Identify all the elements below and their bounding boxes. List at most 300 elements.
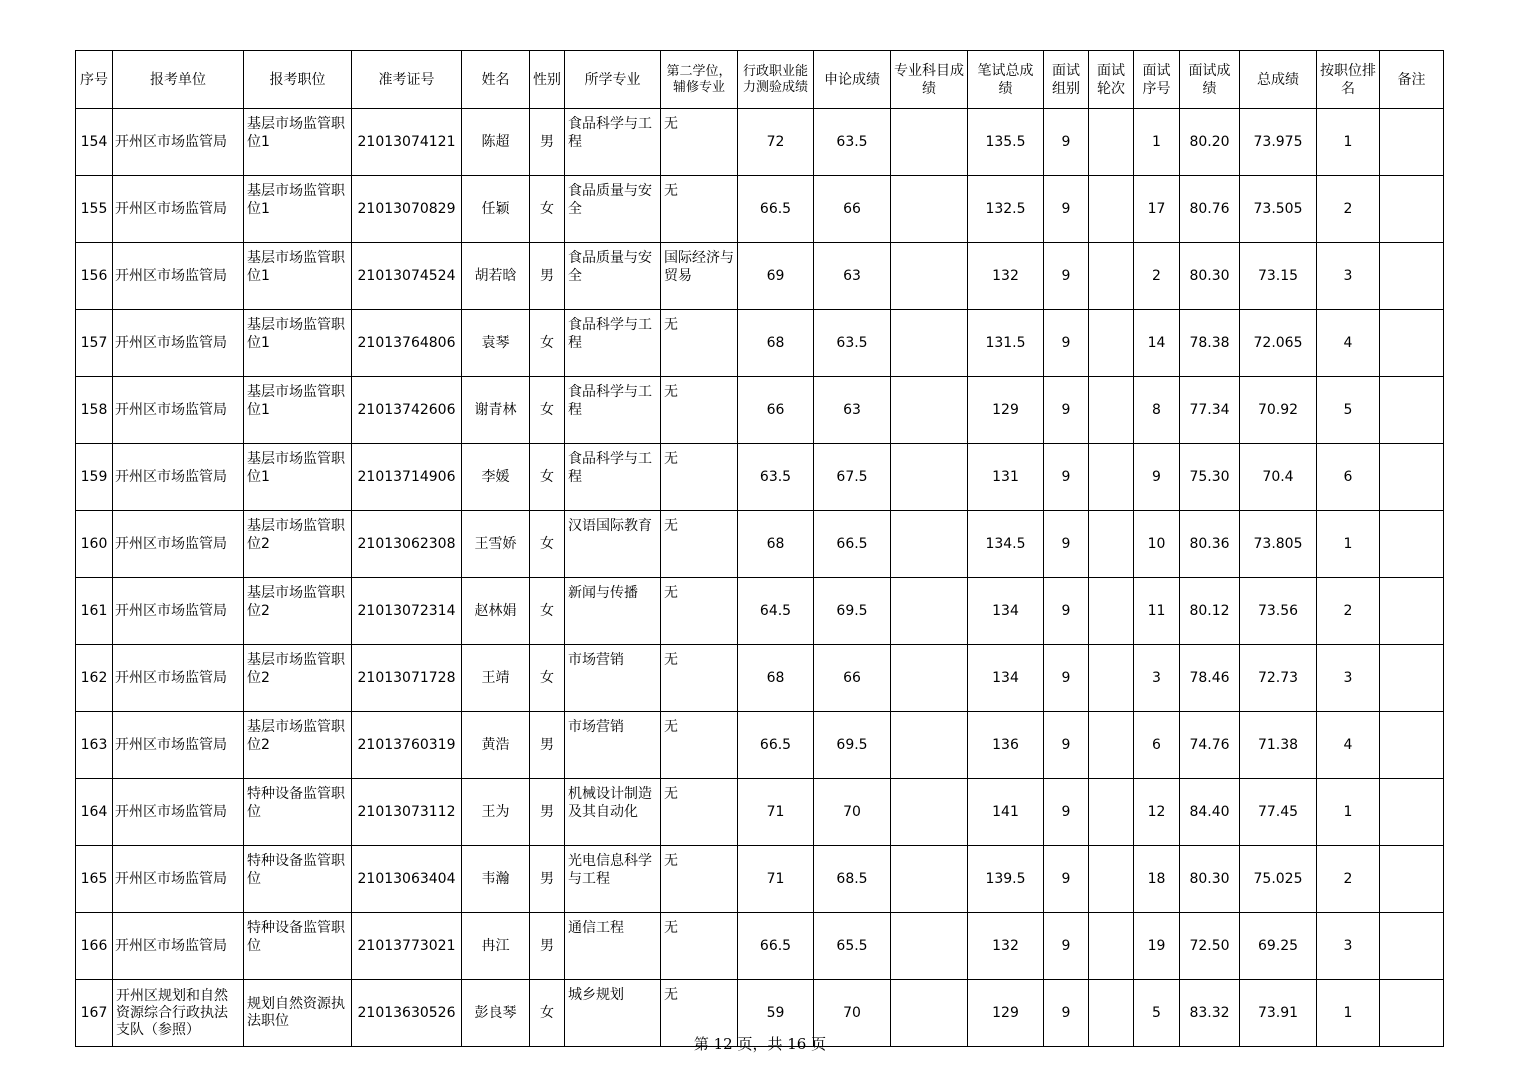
cell-col-second-degree: 无 xyxy=(661,377,738,444)
header-col-interview-order: 面试序号 xyxy=(1134,51,1180,109)
cell-col-total-score: 69.25 xyxy=(1240,913,1317,980)
cell-col-major: 城乡规划 xyxy=(565,980,661,1047)
cell-col-rank: 4 xyxy=(1317,310,1380,377)
cell-col-name: 黄浩 xyxy=(462,712,530,779)
cell-col-aptitude-score: 68 xyxy=(738,645,814,712)
cell-col-index: 162 xyxy=(76,645,113,712)
cell-col-total-score: 73.975 xyxy=(1240,109,1317,176)
cell-col-unit: 开州区市场监管局 xyxy=(113,109,244,176)
page-footer: 第 12 页，共 16 页 xyxy=(693,1035,827,1053)
cell-col-rank: 5 xyxy=(1317,377,1380,444)
cell-col-second-degree: 无 xyxy=(661,980,738,1047)
cell-col-subject-score xyxy=(891,310,968,377)
cell-col-aptitude-score: 66 xyxy=(738,377,814,444)
cell-col-subject-score xyxy=(891,511,968,578)
cell-col-gender: 男 xyxy=(530,779,565,846)
cell-col-index: 167 xyxy=(76,980,113,1047)
cell-col-gender: 女 xyxy=(530,578,565,645)
cell-col-major: 机械设计制造及其自动化 xyxy=(565,779,661,846)
cell-col-interview-order: 6 xyxy=(1134,712,1180,779)
header-col-remarks: 备注 xyxy=(1380,51,1444,109)
cell-col-unit: 开州区市场监管局 xyxy=(113,511,244,578)
cell-col-major: 新闻与传播 xyxy=(565,578,661,645)
cell-col-remarks xyxy=(1380,176,1444,243)
cell-col-remarks xyxy=(1380,511,1444,578)
cell-col-total-score: 73.91 xyxy=(1240,980,1317,1047)
header-col-essay-score: 申论成绩 xyxy=(814,51,891,109)
cell-col-index: 154 xyxy=(76,109,113,176)
cell-col-interview-score: 84.40 xyxy=(1180,779,1240,846)
header-col-interview-round: 面试轮次 xyxy=(1089,51,1134,109)
table-row xyxy=(76,913,1444,980)
cell-col-unit: 开州区市场监管局 xyxy=(113,913,244,980)
cell-col-major: 食品科学与工程 xyxy=(565,377,661,444)
cell-col-name: 彭良琴 xyxy=(462,980,530,1047)
cell-col-gender: 女 xyxy=(530,980,565,1047)
cell-col-gender: 女 xyxy=(530,377,565,444)
cell-col-second-degree: 无 xyxy=(661,109,738,176)
cell-col-interview-round xyxy=(1089,779,1134,846)
header-col-name: 姓名 xyxy=(462,51,530,109)
header-col-written-total: 笔试总成绩 xyxy=(968,51,1044,109)
cell-col-position: 基层市场监管职位1 xyxy=(244,176,352,243)
cell-col-written-total: 132 xyxy=(968,913,1044,980)
cell-col-rank: 1 xyxy=(1317,980,1380,1047)
cell-col-interview-order: 3 xyxy=(1134,645,1180,712)
cell-col-name: 李媛 xyxy=(462,444,530,511)
cell-col-gender: 男 xyxy=(530,712,565,779)
table-row xyxy=(76,243,1444,310)
cell-col-rank: 2 xyxy=(1317,578,1380,645)
table-row xyxy=(76,578,1444,645)
cell-col-remarks xyxy=(1380,310,1444,377)
cell-col-position: 特种设备监管职位 xyxy=(244,913,352,980)
cell-col-position: 规划自然资源执法职位 xyxy=(244,980,352,1047)
cell-col-index: 165 xyxy=(76,846,113,913)
cell-col-written-total: 134.5 xyxy=(968,511,1044,578)
cell-col-name: 谢青林 xyxy=(462,377,530,444)
cell-col-name: 冉江 xyxy=(462,913,530,980)
cell-col-exam-id: 21013773021 xyxy=(352,913,462,980)
cell-col-gender: 女 xyxy=(530,310,565,377)
cell-col-interview-group: 9 xyxy=(1044,109,1089,176)
header-col-position: 报考职位 xyxy=(244,51,352,109)
cell-col-exam-id: 21013714906 xyxy=(352,444,462,511)
cell-col-major: 市场营销 xyxy=(565,712,661,779)
cell-col-aptitude-score: 63.5 xyxy=(738,444,814,511)
cell-col-major: 汉语国际教育 xyxy=(565,511,661,578)
table-row xyxy=(76,779,1444,846)
cell-col-essay-score: 69.5 xyxy=(814,712,891,779)
cell-col-interview-group: 9 xyxy=(1044,980,1089,1047)
cell-col-essay-score: 63 xyxy=(814,377,891,444)
cell-col-interview-score: 80.36 xyxy=(1180,511,1240,578)
cell-col-position: 基层市场监管职位1 xyxy=(244,109,352,176)
cell-col-remarks xyxy=(1380,109,1444,176)
cell-col-interview-score: 83.32 xyxy=(1180,980,1240,1047)
cell-col-unit: 开州区市场监管局 xyxy=(113,779,244,846)
cell-col-interview-group: 9 xyxy=(1044,846,1089,913)
cell-col-index: 164 xyxy=(76,779,113,846)
cell-col-exam-id: 21013063404 xyxy=(352,846,462,913)
cell-col-interview-order: 14 xyxy=(1134,310,1180,377)
header-col-rank: 按职位排名 xyxy=(1317,51,1380,109)
cell-col-subject-score xyxy=(891,377,968,444)
cell-col-rank: 3 xyxy=(1317,645,1380,712)
cell-col-interview-group: 9 xyxy=(1044,913,1089,980)
cell-col-subject-score xyxy=(891,444,968,511)
cell-col-rank: 1 xyxy=(1317,109,1380,176)
cell-col-remarks xyxy=(1380,444,1444,511)
cell-col-essay-score: 63.5 xyxy=(814,310,891,377)
cell-col-essay-score: 69.5 xyxy=(814,578,891,645)
cell-col-unit: 开州区市场监管局 xyxy=(113,377,244,444)
cell-col-interview-round xyxy=(1089,176,1134,243)
cell-col-name: 袁琴 xyxy=(462,310,530,377)
cell-col-total-score: 75.025 xyxy=(1240,846,1317,913)
cell-col-interview-round xyxy=(1089,712,1134,779)
cell-col-aptitude-score: 66.5 xyxy=(738,913,814,980)
table-row xyxy=(76,645,1444,712)
cell-col-interview-round xyxy=(1089,444,1134,511)
cell-col-aptitude-score: 59 xyxy=(738,980,814,1047)
header-col-subject-score: 专业科目成绩 xyxy=(891,51,968,109)
cell-col-aptitude-score: 68 xyxy=(738,310,814,377)
cell-col-subject-score xyxy=(891,176,968,243)
cell-col-essay-score: 65.5 xyxy=(814,913,891,980)
cell-col-interview-order: 8 xyxy=(1134,377,1180,444)
cell-col-interview-order: 12 xyxy=(1134,779,1180,846)
header-col-second-degree: 第二学位，辅修专业 xyxy=(661,51,738,109)
cell-col-written-total: 136 xyxy=(968,712,1044,779)
cell-col-interview-score: 77.34 xyxy=(1180,377,1240,444)
header-col-index: 序号 xyxy=(76,51,113,109)
cell-col-name: 胡若晗 xyxy=(462,243,530,310)
cell-col-subject-score xyxy=(891,846,968,913)
cell-col-major: 食品质量与安全 xyxy=(565,243,661,310)
cell-col-interview-order: 9 xyxy=(1134,444,1180,511)
cell-col-interview-score: 80.12 xyxy=(1180,578,1240,645)
cell-col-essay-score: 63.5 xyxy=(814,109,891,176)
cell-col-name: 赵林娟 xyxy=(462,578,530,645)
cell-col-subject-score xyxy=(891,578,968,645)
cell-col-major: 食品科学与工程 xyxy=(565,444,661,511)
cell-col-interview-group: 9 xyxy=(1044,779,1089,846)
cell-col-index: 156 xyxy=(76,243,113,310)
cell-col-interview-round xyxy=(1089,511,1134,578)
cell-col-total-score: 73.15 xyxy=(1240,243,1317,310)
cell-col-rank: 3 xyxy=(1317,913,1380,980)
cell-col-subject-score xyxy=(891,645,968,712)
cell-col-interview-group: 9 xyxy=(1044,176,1089,243)
cell-col-index: 157 xyxy=(76,310,113,377)
cell-col-exam-id: 21013074121 xyxy=(352,109,462,176)
cell-col-essay-score: 66 xyxy=(814,645,891,712)
cell-col-remarks xyxy=(1380,913,1444,980)
cell-col-subject-score xyxy=(891,243,968,310)
cell-col-essay-score: 66.5 xyxy=(814,511,891,578)
cell-col-unit: 开州区市场监管局 xyxy=(113,444,244,511)
cell-col-exam-id: 21013760319 xyxy=(352,712,462,779)
cell-col-interview-round xyxy=(1089,846,1134,913)
cell-col-total-score: 71.38 xyxy=(1240,712,1317,779)
cell-col-position: 基层市场监管职位2 xyxy=(244,645,352,712)
table-row xyxy=(76,109,1444,176)
cell-col-essay-score: 68.5 xyxy=(814,846,891,913)
cell-col-interview-group: 9 xyxy=(1044,511,1089,578)
cell-col-index: 155 xyxy=(76,176,113,243)
cell-col-exam-id: 21013072314 xyxy=(352,578,462,645)
table-row xyxy=(76,377,1444,444)
cell-col-second-degree: 无 xyxy=(661,444,738,511)
cell-col-second-degree: 无 xyxy=(661,511,738,578)
cell-col-unit: 开州区市场监管局 xyxy=(113,712,244,779)
cell-col-position: 基层市场监管职位2 xyxy=(244,511,352,578)
cell-col-total-score: 72.065 xyxy=(1240,310,1317,377)
cell-col-written-total: 132.5 xyxy=(968,176,1044,243)
cell-col-essay-score: 66 xyxy=(814,176,891,243)
cell-col-aptitude-score: 72 xyxy=(738,109,814,176)
cell-col-remarks xyxy=(1380,846,1444,913)
cell-col-gender: 男 xyxy=(530,846,565,913)
cell-col-interview-score: 74.76 xyxy=(1180,712,1240,779)
cell-col-second-degree: 无 xyxy=(661,310,738,377)
cell-col-interview-order: 5 xyxy=(1134,980,1180,1047)
header-col-gender: 性别 xyxy=(530,51,565,109)
cell-col-rank: 1 xyxy=(1317,779,1380,846)
cell-col-subject-score xyxy=(891,913,968,980)
cell-col-position: 基层市场监管职位1 xyxy=(244,444,352,511)
cell-col-major: 通信工程 xyxy=(565,913,661,980)
table-body xyxy=(76,109,1444,1047)
cell-col-second-degree: 无 xyxy=(661,779,738,846)
cell-col-gender: 女 xyxy=(530,511,565,578)
table-row xyxy=(76,712,1444,779)
cell-col-written-total: 134 xyxy=(968,578,1044,645)
cell-col-interview-score: 80.20 xyxy=(1180,109,1240,176)
cell-col-interview-order: 19 xyxy=(1134,913,1180,980)
cell-col-aptitude-score: 68 xyxy=(738,511,814,578)
cell-col-second-degree: 无 xyxy=(661,712,738,779)
cell-col-name: 陈超 xyxy=(462,109,530,176)
cell-col-second-degree: 无 xyxy=(661,176,738,243)
table-row xyxy=(76,310,1444,377)
cell-col-second-degree: 国际经济与贸易 xyxy=(661,243,738,310)
cell-col-total-score: 70.92 xyxy=(1240,377,1317,444)
cell-col-interview-order: 1 xyxy=(1134,109,1180,176)
cell-col-interview-order: 10 xyxy=(1134,511,1180,578)
header-row xyxy=(76,51,1444,109)
cell-col-total-score: 73.805 xyxy=(1240,511,1317,578)
cell-col-gender: 女 xyxy=(530,645,565,712)
cell-col-interview-round xyxy=(1089,109,1134,176)
cell-col-rank: 6 xyxy=(1317,444,1380,511)
table-header xyxy=(76,51,1444,109)
cell-col-major: 食品科学与工程 xyxy=(565,109,661,176)
cell-col-exam-id: 21013073112 xyxy=(352,779,462,846)
cell-col-exam-id: 21013764806 xyxy=(352,310,462,377)
cell-col-name: 王为 xyxy=(462,779,530,846)
cell-col-gender: 男 xyxy=(530,109,565,176)
cell-col-rank: 2 xyxy=(1317,846,1380,913)
header-col-major: 所学专业 xyxy=(565,51,661,109)
cell-col-interview-round xyxy=(1089,243,1134,310)
score-table xyxy=(75,50,1444,1047)
cell-col-remarks xyxy=(1380,578,1444,645)
cell-col-unit: 开州区市场监管局 xyxy=(113,176,244,243)
table-row xyxy=(76,846,1444,913)
cell-col-aptitude-score: 66.5 xyxy=(738,176,814,243)
cell-col-name: 任颖 xyxy=(462,176,530,243)
cell-col-interview-group: 9 xyxy=(1044,712,1089,779)
cell-col-interview-group: 9 xyxy=(1044,645,1089,712)
cell-col-index: 161 xyxy=(76,578,113,645)
cell-col-aptitude-score: 71 xyxy=(738,846,814,913)
cell-col-gender: 男 xyxy=(530,913,565,980)
cell-col-gender: 女 xyxy=(530,444,565,511)
cell-col-position: 基层市场监管职位1 xyxy=(244,310,352,377)
cell-col-interview-order: 11 xyxy=(1134,578,1180,645)
cell-col-major: 光电信息科学与工程 xyxy=(565,846,661,913)
cell-col-second-degree: 无 xyxy=(661,578,738,645)
cell-col-written-total: 139.5 xyxy=(968,846,1044,913)
cell-col-written-total: 131.5 xyxy=(968,310,1044,377)
cell-col-essay-score: 67.5 xyxy=(814,444,891,511)
cell-col-written-total: 132 xyxy=(968,243,1044,310)
cell-col-subject-score xyxy=(891,109,968,176)
cell-col-subject-score xyxy=(891,779,968,846)
cell-col-major: 食品质量与安全 xyxy=(565,176,661,243)
cell-col-written-total: 129 xyxy=(968,980,1044,1047)
header-col-unit: 报考单位 xyxy=(113,51,244,109)
cell-col-index: 158 xyxy=(76,377,113,444)
cell-col-aptitude-score: 69 xyxy=(738,243,814,310)
cell-col-name: 韦瀚 xyxy=(462,846,530,913)
cell-col-position: 特种设备监管职位 xyxy=(244,779,352,846)
cell-col-interview-group: 9 xyxy=(1044,444,1089,511)
cell-col-essay-score: 63 xyxy=(814,243,891,310)
cell-col-exam-id: 21013071728 xyxy=(352,645,462,712)
cell-col-written-total: 131 xyxy=(968,444,1044,511)
cell-col-interview-score: 78.46 xyxy=(1180,645,1240,712)
cell-col-remarks xyxy=(1380,243,1444,310)
cell-col-interview-round xyxy=(1089,310,1134,377)
cell-col-written-total: 129 xyxy=(968,377,1044,444)
cell-col-essay-score: 70 xyxy=(814,779,891,846)
cell-col-index: 163 xyxy=(76,712,113,779)
cell-col-interview-group: 9 xyxy=(1044,377,1089,444)
cell-col-major: 市场营销 xyxy=(565,645,661,712)
cell-col-total-score: 73.505 xyxy=(1240,176,1317,243)
cell-col-rank: 2 xyxy=(1317,176,1380,243)
cell-col-position: 基层市场监管职位1 xyxy=(244,243,352,310)
cell-col-rank: 3 xyxy=(1317,243,1380,310)
cell-col-remarks xyxy=(1380,377,1444,444)
cell-col-remarks xyxy=(1380,712,1444,779)
cell-col-gender: 男 xyxy=(530,243,565,310)
cell-col-interview-order: 2 xyxy=(1134,243,1180,310)
cell-col-unit: 开州区市场监管局 xyxy=(113,846,244,913)
cell-col-interview-score: 80.30 xyxy=(1180,846,1240,913)
cell-col-interview-round xyxy=(1089,913,1134,980)
header-col-interview-score: 面试成绩 xyxy=(1180,51,1240,109)
cell-col-written-total: 141 xyxy=(968,779,1044,846)
cell-col-second-degree: 无 xyxy=(661,645,738,712)
cell-col-subject-score xyxy=(891,712,968,779)
cell-col-name: 王雪娇 xyxy=(462,511,530,578)
table-row xyxy=(76,444,1444,511)
cell-col-unit: 开州区市场监管局 xyxy=(113,243,244,310)
cell-col-unit: 开州区市场监管局 xyxy=(113,310,244,377)
cell-col-written-total: 134 xyxy=(968,645,1044,712)
cell-col-interview-round xyxy=(1089,645,1134,712)
cell-col-total-score: 72.73 xyxy=(1240,645,1317,712)
cell-col-aptitude-score: 66.5 xyxy=(738,712,814,779)
cell-col-total-score: 73.56 xyxy=(1240,578,1317,645)
cell-col-index: 160 xyxy=(76,511,113,578)
header-col-interview-group: 面试组别 xyxy=(1044,51,1089,109)
cell-col-total-score: 77.45 xyxy=(1240,779,1317,846)
header-col-exam-id: 准考证号 xyxy=(352,51,462,109)
cell-col-exam-id: 21013070829 xyxy=(352,176,462,243)
cell-col-index: 159 xyxy=(76,444,113,511)
cell-col-interview-group: 9 xyxy=(1044,578,1089,645)
cell-col-position: 特种设备监管职位 xyxy=(244,846,352,913)
cell-col-aptitude-score: 64.5 xyxy=(738,578,814,645)
cell-col-interview-score: 80.76 xyxy=(1180,176,1240,243)
cell-col-aptitude-score: 71 xyxy=(738,779,814,846)
cell-col-interview-group: 9 xyxy=(1044,310,1089,377)
cell-col-interview-score: 75.30 xyxy=(1180,444,1240,511)
cell-col-gender: 女 xyxy=(530,176,565,243)
cell-col-essay-score: 70 xyxy=(814,980,891,1047)
cell-col-name: 王靖 xyxy=(462,645,530,712)
cell-col-exam-id: 21013742606 xyxy=(352,377,462,444)
cell-col-second-degree: 无 xyxy=(661,913,738,980)
cell-col-rank: 1 xyxy=(1317,511,1380,578)
cell-col-rank: 4 xyxy=(1317,712,1380,779)
cell-col-interview-score: 80.30 xyxy=(1180,243,1240,310)
cell-col-second-degree: 无 xyxy=(661,846,738,913)
cell-col-remarks xyxy=(1380,645,1444,712)
cell-col-remarks xyxy=(1380,779,1444,846)
cell-col-exam-id: 21013062308 xyxy=(352,511,462,578)
cell-col-exam-id: 21013630526 xyxy=(352,980,462,1047)
cell-col-position: 基层市场监管职位1 xyxy=(244,377,352,444)
header-col-aptitude-score: 行政职业能力测验成绩 xyxy=(738,51,814,109)
cell-col-interview-score: 72.50 xyxy=(1180,913,1240,980)
table-row xyxy=(76,511,1444,578)
cell-col-interview-order: 17 xyxy=(1134,176,1180,243)
cell-col-position: 基层市场监管职位2 xyxy=(244,712,352,779)
header-col-total-score: 总成绩 xyxy=(1240,51,1317,109)
cell-col-unit: 开州区市场监管局 xyxy=(113,645,244,712)
cell-col-interview-round xyxy=(1089,578,1134,645)
cell-col-written-total: 135.5 xyxy=(968,109,1044,176)
cell-col-total-score: 70.4 xyxy=(1240,444,1317,511)
cell-col-interview-round xyxy=(1089,377,1134,444)
cell-col-interview-group: 9 xyxy=(1044,243,1089,310)
cell-col-exam-id: 21013074524 xyxy=(352,243,462,310)
table-row xyxy=(76,176,1444,243)
cell-col-unit: 开州区市场监管局 xyxy=(113,578,244,645)
cell-col-major: 食品科学与工程 xyxy=(565,310,661,377)
cell-col-position: 基层市场监管职位2 xyxy=(244,578,352,645)
cell-col-unit: 开州区规划和自然资源综合行政执法支队（参照） xyxy=(113,980,244,1047)
cell-col-interview-score: 78.38 xyxy=(1180,310,1240,377)
cell-col-index: 166 xyxy=(76,913,113,980)
cell-col-interview-order: 18 xyxy=(1134,846,1180,913)
